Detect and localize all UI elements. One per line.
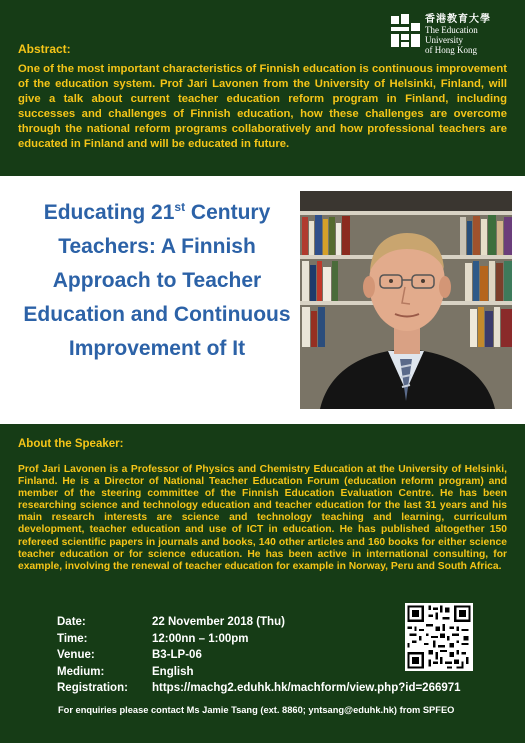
eduhk-emblem-icon	[391, 14, 421, 48]
abstract-heading: Abstract:	[18, 42, 71, 56]
enquiries-footer: For enquiries please contact Ms Jamie Tsang (ext. 8860; yntsang@eduhk.hk) from SPFEO	[58, 705, 455, 715]
registration-label: Registration:	[57, 682, 128, 694]
time-value: 12:00nn – 1:00pm	[152, 632, 249, 645]
title-part-1: Educating 21	[43, 201, 175, 224]
logo-name-chinese: 香港教育大學	[425, 14, 491, 25]
speaker-bio: Prof Jari Lavonen is a Professor of Physics and Chemistry Education at the University of Helsinki, Finland. He is a Director of National Teacher Education Forum (education reform program) and member of the steering committee of the Finnish Education Evaluation Centre. He has been researching science and technology education and teacher education for the last 31 years and his main research interests are science and technology teaching and learning, curriculum development, teacher education and use of ICT in education. He has published altogether 150 refereed scientific papers in journals and books, 140 other articles and 160 books for either science teacher education or for science education. He has been active in international consulting, for example, involving the renewal of teacher education for example in Norway, Peru and South Africa.	[18, 464, 507, 572]
venue-label: Venue:	[57, 649, 95, 661]
registration-qr-code[interactable]	[405, 603, 473, 671]
time-label: Time:	[57, 632, 88, 645]
eduhk-logo[interactable]	[391, 12, 516, 55]
speaker-heading: About the Speaker:	[18, 438, 124, 450]
logo-name-english-line1: The Education University	[425, 25, 478, 45]
detail-row-registration	[57, 682, 497, 699]
date-value: 22 November 2018 (Thu)	[152, 616, 285, 628]
abstract-text: One of the most important characteristics of Finnish education is continuous improvement of the education system. Prof Jari Lavonen from the University of Helsinki, Finland, will give a talk about current teacher education reform program in Finland, including successes and challenges of Finnish education, how these challenges are overcome through the national reform programs collaboratively and how professional teachers are educated in Finland and will be educated in future.	[18, 63, 507, 150]
talk-title	[22, 196, 292, 366]
registration-link[interactable]: https://machg2.eduhk.hk/machform/view.php?id=266971	[152, 682, 461, 694]
title-superscript: st	[174, 200, 186, 214]
medium-label: Medium:	[57, 665, 105, 678]
title-part-2: Century Teachers: A Finnish Approach to Teacher Education and Continuous Improvement of It	[23, 201, 291, 360]
medium-value: English	[152, 665, 194, 678]
venue-value: B3-LP-06	[152, 649, 202, 661]
logo-name-english-line2: of Hong Kong	[425, 45, 477, 55]
date-label: Date:	[57, 616, 86, 628]
speaker-photo	[300, 191, 512, 409]
